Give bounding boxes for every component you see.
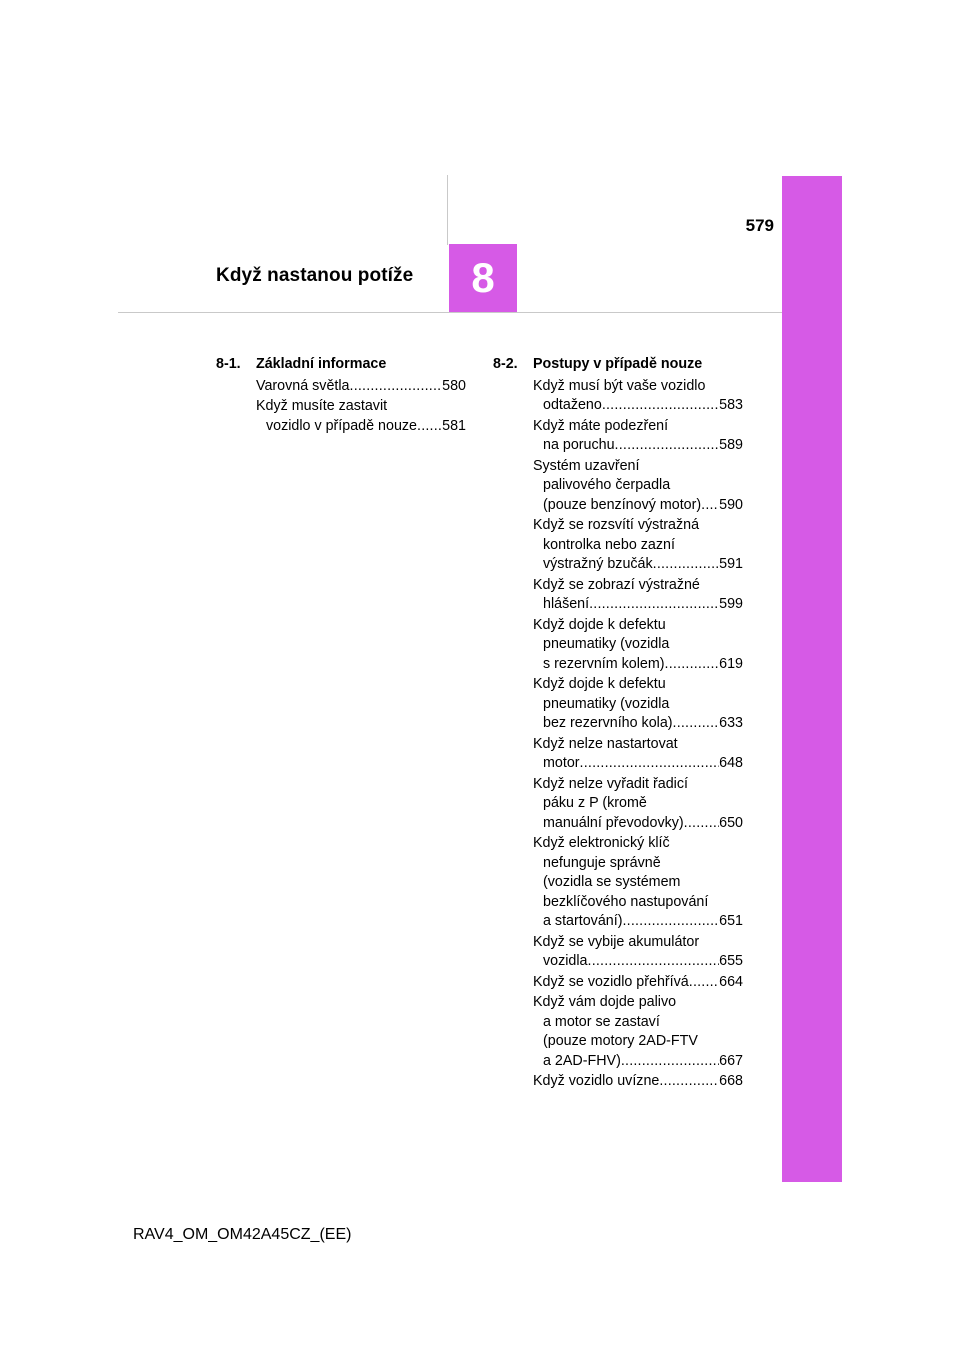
toc-page-number[interactable]: 581: [442, 417, 466, 434]
toc-entry-text: Když vozidlo uvízne: [533, 1073, 660, 1089]
dot-leader: [350, 377, 443, 397]
toc-entry-line: Když se rozsvítí výstražná: [533, 517, 700, 533]
toc-page-number[interactable]: 667: [719, 1052, 743, 1069]
toc-entry-line: pneumatiky (vozidla: [543, 695, 670, 712]
toc-entry-leader-line: [533, 1052, 743, 1072]
toc-entry-text: Když se vozidlo přehřívá: [533, 973, 689, 990]
dot-leader: [673, 714, 720, 734]
toc-entry-leader-line: [533, 714, 743, 734]
toc-entry-line: kontrolka nebo zazní: [543, 536, 675, 553]
dot-leader: [665, 655, 720, 675]
toc-entry-text: vozidla: [543, 953, 588, 969]
dot-leader: [621, 1052, 719, 1072]
dot-leader: [653, 555, 719, 575]
dot-leader: [588, 952, 720, 972]
toc-entry-leader-line: [533, 754, 743, 774]
toc-entry-line: pneumatiky (vozidla: [543, 636, 670, 652]
section-title: Postupy v případě nouze: [533, 356, 703, 372]
toc-entry-line: páku z P (kromě: [543, 795, 647, 811]
toc-entry-line: bezklíčového nastupování: [543, 893, 709, 910]
toc-entry[interactable]: [533, 993, 743, 1071]
toc-entry-line: (vozidla se systémem: [543, 874, 681, 890]
toc-entry-line: nefunguje správně: [543, 854, 661, 871]
toc-page-number[interactable]: 668: [719, 1073, 743, 1089]
toc-entry-text: vozidlo v případě nouze: [266, 417, 418, 434]
toc-entry-leader-line: [533, 595, 743, 615]
toc-section: [493, 355, 743, 1093]
dot-leader: [580, 754, 720, 774]
toc-entry-line: Když musí být vaše vozidlo: [533, 377, 706, 394]
toc-page-number[interactable]: 591: [719, 556, 743, 572]
dot-leader: [602, 396, 719, 416]
toc-entry[interactable]: [533, 735, 743, 774]
chapter-thumb-tab: [782, 176, 842, 1182]
toc-page-number[interactable]: 650: [719, 814, 743, 831]
toc-entry-line: Když musíte zastavit: [256, 398, 388, 414]
section-title: Základní informace: [256, 356, 387, 372]
toc-entry-text: na poruchu: [543, 437, 615, 453]
toc-entry-leader-line: [256, 417, 466, 437]
toc-entry-line: Když dojde k defektu: [533, 676, 666, 692]
toc-entry-leader-line: [256, 377, 466, 397]
toc-entry-text: s rezervním kolem): [543, 655, 665, 672]
toc-page-number[interactable]: 583: [719, 397, 743, 413]
toc-entry-line: Když nelze nastartovat: [533, 735, 678, 752]
toc-entry[interactable]: [533, 417, 743, 456]
toc-entry-text: výstražný bzučák: [543, 556, 653, 572]
header-divider-vertical: [447, 175, 448, 245]
toc-entry[interactable]: [533, 576, 743, 615]
toc-entry[interactable]: [533, 1072, 743, 1092]
dot-leader: [659, 1072, 719, 1092]
section-number: 8-2.: [493, 356, 518, 372]
toc-entry[interactable]: [533, 675, 743, 734]
dot-leader: [622, 912, 719, 932]
toc-entry[interactable]: [533, 775, 743, 834]
toc-entry-text: a startování): [543, 913, 623, 929]
toc-entry-line: palivového čerpadla: [543, 477, 671, 493]
toc-entry-text: bez rezervního kola): [543, 715, 673, 731]
toc-entry-line: Když nelze vyřadit řadicí: [533, 775, 688, 792]
toc-entry-leader-line: [533, 436, 743, 456]
toc-entries: [493, 377, 743, 1092]
toc-entry-leader-line: [533, 555, 743, 575]
toc-page-number[interactable]: 655: [719, 953, 743, 969]
toc-entry-text: motor: [543, 755, 580, 771]
toc-page-number[interactable]: 590: [719, 496, 743, 513]
toc-entry-line: Když máte podezření: [533, 417, 669, 434]
dot-leader: [684, 814, 719, 834]
toc-entry-line: a motor se zastaví: [543, 1013, 660, 1030]
toc-page-number[interactable]: 651: [719, 913, 743, 929]
toc-entry-text: (pouze benzínový motor): [543, 496, 702, 513]
header-divider-horizontal: [118, 312, 782, 313]
toc-page-number[interactable]: 664: [719, 973, 743, 990]
toc-entry-line: Když se zobrazí výstražné: [533, 576, 700, 593]
toc-entry[interactable]: [533, 457, 743, 516]
toc-entry-line: Systém uzavření: [533, 457, 640, 474]
toc-page-number[interactable]: 619: [719, 655, 743, 672]
toc-entries: [216, 377, 466, 437]
toc-entry-text: manuální převodovky): [543, 814, 684, 831]
section-heading: [216, 355, 466, 375]
toc-entry[interactable]: [256, 377, 466, 397]
toc-page-number[interactable]: 599: [719, 596, 743, 612]
toc-entry-leader-line: [533, 814, 743, 834]
toc-entry-leader-line: [533, 973, 743, 993]
toc-entry-leader-line: [533, 396, 743, 416]
dot-leader: [589, 595, 719, 615]
toc-entry[interactable]: [533, 834, 743, 932]
toc-entry-text: odtaženo: [543, 397, 602, 413]
toc-entry-leader-line: [533, 952, 743, 972]
chapter-title: Když nastanou potíže: [216, 265, 414, 286]
toc-entry-text: a 2AD-FHV): [543, 1052, 621, 1069]
toc-entry-leader-line: [533, 655, 743, 675]
toc-entry[interactable]: [533, 377, 743, 416]
section-number: 8-1.: [216, 356, 241, 372]
toc-entry-line: (pouze motory 2AD-FTV: [543, 1033, 698, 1049]
toc-entry-text: Varovná světla: [256, 377, 350, 394]
toc-entry[interactable]: [533, 516, 743, 575]
toc-page-number[interactable]: 648: [719, 755, 743, 771]
toc-entry[interactable]: [256, 397, 466, 436]
toc-entry[interactable]: [533, 973, 743, 993]
toc-section: [216, 355, 466, 437]
dot-leader: [417, 417, 442, 437]
dot-leader: [689, 973, 719, 993]
toc-page-number[interactable]: 589: [719, 437, 743, 453]
toc-entry-text: hlášení: [543, 596, 590, 612]
toc-entry-line: Když dojde k defektu: [533, 616, 666, 633]
dot-leader: [615, 436, 720, 456]
page-number: 579: [745, 216, 774, 235]
toc-entry-line: Když elektronický klíč: [533, 835, 670, 851]
toc-entry-leader-line: [533, 496, 743, 516]
toc-entry-leader-line: [533, 912, 743, 932]
chapter-number-badge: 8: [449, 244, 517, 312]
section-heading: [493, 355, 743, 375]
toc-entry-line: Když se vybije akumulátor: [533, 933, 700, 950]
toc-entry-leader-line: [533, 1072, 743, 1092]
document-code: RAV4_OM_OM42A45CZ_(EE): [133, 1226, 352, 1243]
toc-page-number[interactable]: 633: [719, 715, 743, 731]
dot-leader: [701, 496, 719, 516]
toc-entry-line: Když vám dojde palivo: [533, 994, 677, 1010]
toc-page-number[interactable]: 580: [442, 377, 466, 394]
toc-entry[interactable]: [533, 933, 743, 972]
toc-entry[interactable]: [533, 616, 743, 675]
